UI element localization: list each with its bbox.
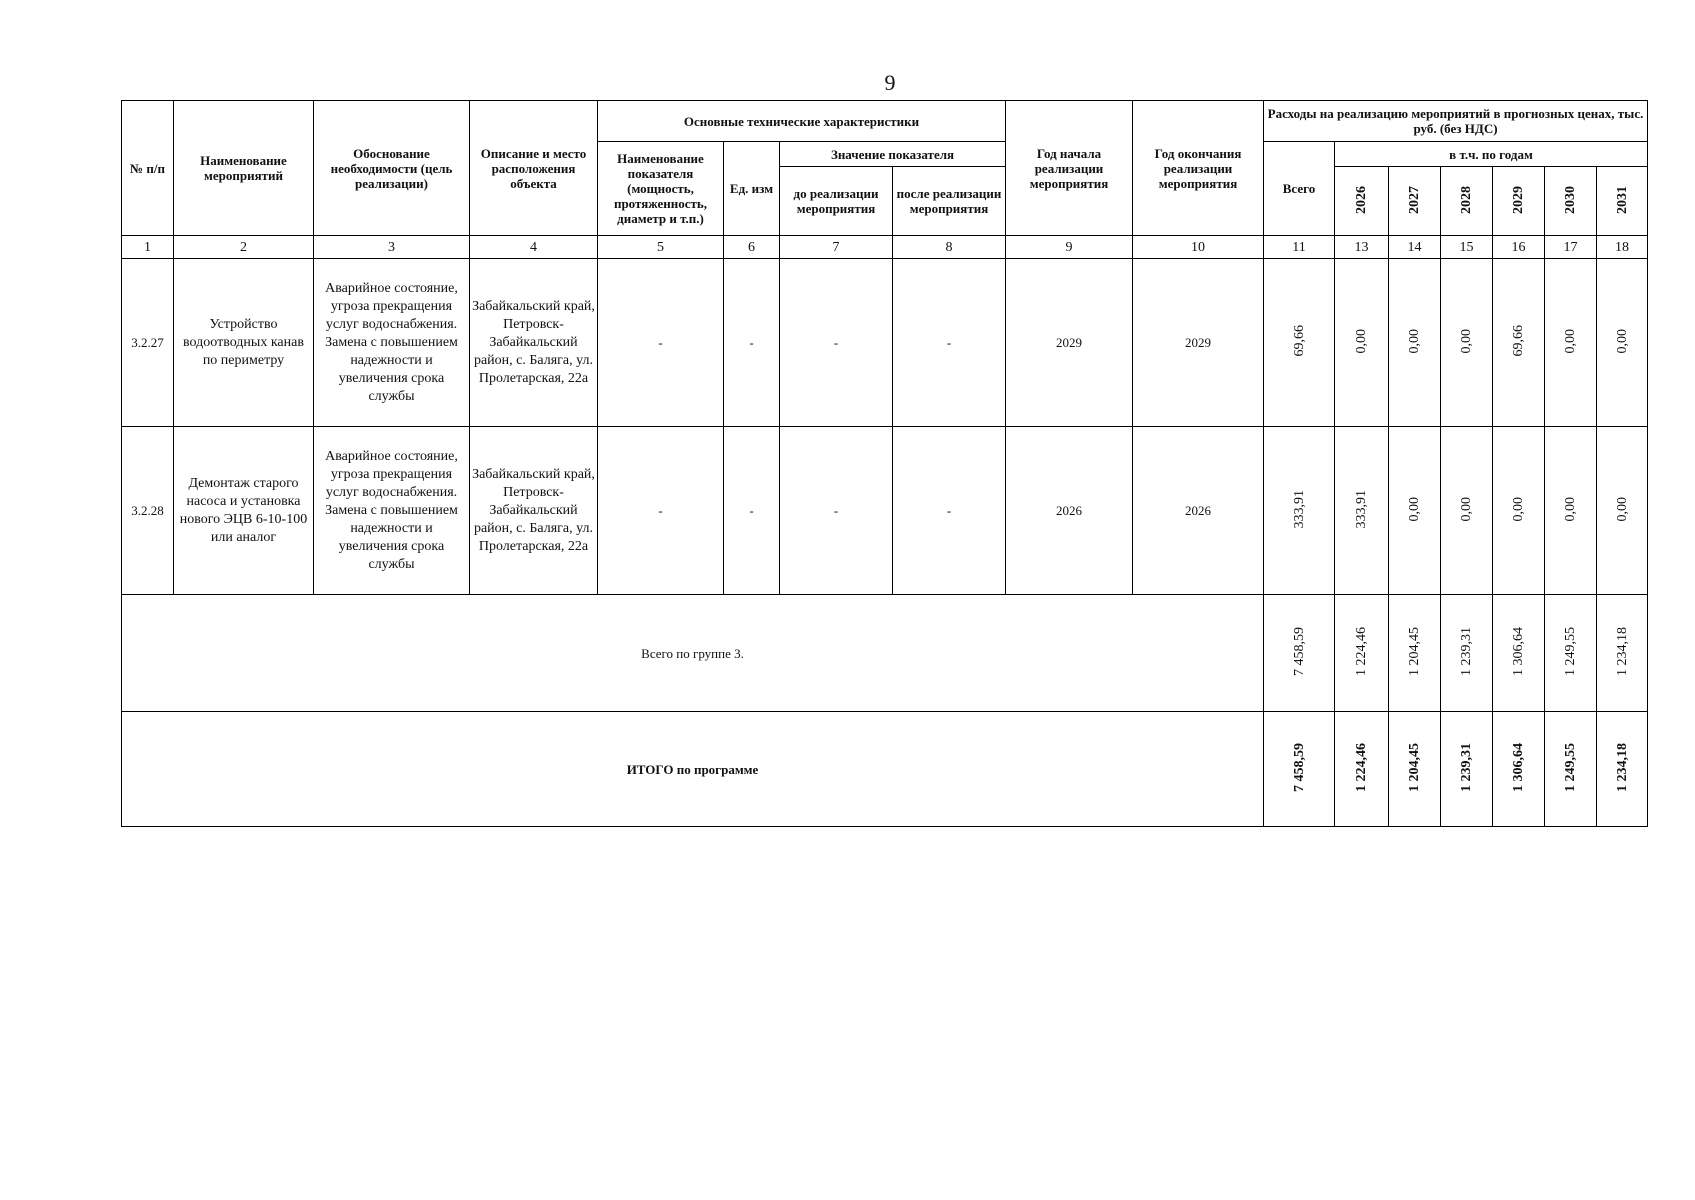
- group-total-2026: 1 224,46: [1335, 595, 1389, 712]
- row-unit: -: [724, 259, 780, 427]
- program-total-label: ИТОГО по программе: [122, 712, 1264, 827]
- column-number: 4: [470, 236, 598, 259]
- program-total-2030: 1 249,55: [1545, 712, 1597, 827]
- program-total-row: [122, 712, 1648, 827]
- program-total-2026: 1 224,46: [1335, 712, 1389, 827]
- row-year-2030: 0,00: [1545, 427, 1597, 595]
- column-number: 16: [1493, 236, 1545, 259]
- row-start-year: 2026: [1006, 427, 1133, 595]
- row-num: 3.2.27: [122, 259, 174, 427]
- row-indicator: -: [598, 427, 724, 595]
- row-before: -: [780, 427, 893, 595]
- row-year-2029: 69,66: [1493, 259, 1545, 427]
- row-year-2030: 0,00: [1545, 259, 1597, 427]
- header-tech-group: Основные технические характеристики: [598, 101, 1006, 142]
- column-number: 17: [1545, 236, 1597, 259]
- program-table: [121, 100, 1648, 827]
- group-total-2030: 1 249,55: [1545, 595, 1597, 712]
- row-year-2028: 0,00: [1441, 259, 1493, 427]
- group-total-sum: 7 458,59: [1264, 595, 1335, 712]
- row-total: 333,91: [1264, 427, 1335, 595]
- row-before: -: [780, 259, 893, 427]
- header-year-2031: 2031: [1597, 167, 1648, 236]
- page-number: 9: [884, 70, 896, 95]
- header-year-2028: 2028: [1441, 167, 1493, 236]
- header-total: Всего: [1264, 142, 1335, 236]
- header-year-2030: 2030: [1545, 167, 1597, 236]
- column-number: 6: [724, 236, 780, 259]
- column-numbers-row: [122, 236, 1648, 259]
- group-total-2031: 1 234,18: [1597, 595, 1648, 712]
- header-justification: Обоснование необходимости (цель реализации): [314, 101, 470, 236]
- header-value-group: Значение показателя: [780, 142, 1006, 167]
- table-row: [122, 427, 1648, 595]
- row-indicator: -: [598, 259, 724, 427]
- row-year-2026: 333,91: [1335, 427, 1389, 595]
- program-total-2028: 1 239,31: [1441, 712, 1493, 827]
- row-start-year: 2029: [1006, 259, 1133, 427]
- row-justification: Аварийное состояние, угроза прекращения услуг водоснабжения. Замена с повышением надежности и увеличения срока службы: [314, 427, 470, 595]
- column-number: 7: [780, 236, 893, 259]
- column-number: 1: [122, 236, 174, 259]
- column-number: 10: [1133, 236, 1264, 259]
- row-location: Забайкальский край, Петровск-Забайкальский район, с. Баляга, ул. Пролетарская, 22а: [470, 259, 598, 427]
- header-year-2029: 2029: [1493, 167, 1545, 236]
- column-number: 8: [893, 236, 1006, 259]
- header-name: Наименование мероприятий: [174, 101, 314, 236]
- program-total-2031: 1 234,18: [1597, 712, 1648, 827]
- header-num: № п/п: [122, 101, 174, 236]
- header-location: Описание и место расположения объекта: [470, 101, 598, 236]
- row-after: -: [893, 259, 1006, 427]
- program-total-2027: 1 204,45: [1389, 712, 1441, 827]
- column-number: 9: [1006, 236, 1133, 259]
- row-year-2031: 0,00: [1597, 427, 1648, 595]
- header-end-year: Год окончания реализации мероприятия: [1133, 101, 1264, 236]
- row-end-year: 2029: [1133, 259, 1264, 427]
- row-year-2027: 0,00: [1389, 259, 1441, 427]
- column-number: 18: [1597, 236, 1648, 259]
- column-number: 5: [598, 236, 724, 259]
- row-justification: Аварийное состояние, угроза прекращения услуг водоснабжения. Замена с повышением надежности и увеличения срока службы: [314, 259, 470, 427]
- group-total-2029: 1 306,64: [1493, 595, 1545, 712]
- row-num: 3.2.28: [122, 427, 174, 595]
- header-year-2027: 2027: [1389, 167, 1441, 236]
- program-total-2029: 1 306,64: [1493, 712, 1545, 827]
- table-row: [122, 259, 1648, 427]
- column-number: 3: [314, 236, 470, 259]
- row-unit: -: [724, 427, 780, 595]
- header-start-year: Год начала реализации мероприятия: [1006, 101, 1133, 236]
- column-number: 13: [1335, 236, 1389, 259]
- row-year-2029: 0,00: [1493, 427, 1545, 595]
- row-location: Забайкальский край, Петровск-Забайкальский район, с. Баляга, ул. Пролетарская, 22а: [470, 427, 598, 595]
- column-number: 11: [1264, 236, 1335, 259]
- row-year-2027: 0,00: [1389, 427, 1441, 595]
- header-by-years: в т.ч. по годам: [1335, 142, 1648, 167]
- row-name: Устройство водоотводных канав по периметру: [174, 259, 314, 427]
- program-total-sum: 7 458,59: [1264, 712, 1335, 827]
- row-total: 69,66: [1264, 259, 1335, 427]
- header-indicator-name: Наименование показателя (мощность, протяженность, диаметр и т.п.): [598, 142, 724, 236]
- column-number: 14: [1389, 236, 1441, 259]
- row-name: Демонтаж старого насоса и установка нового ЭЦВ 6-10-100 или аналог: [174, 427, 314, 595]
- header-before: до реализации мероприятия: [780, 167, 893, 236]
- group-total-2027: 1 204,45: [1389, 595, 1441, 712]
- header-unit: Ед. изм: [724, 142, 780, 236]
- row-after: -: [893, 427, 1006, 595]
- column-number: 15: [1441, 236, 1493, 259]
- row-year-2028: 0,00: [1441, 427, 1493, 595]
- group-total-row: [122, 595, 1648, 712]
- group-total-label: Всего по группе 3.: [122, 595, 1264, 712]
- group-total-2028: 1 239,31: [1441, 595, 1493, 712]
- row-end-year: 2026: [1133, 427, 1264, 595]
- row-year-2031: 0,00: [1597, 259, 1648, 427]
- header-year-2026: 2026: [1335, 167, 1389, 236]
- header-after: после реализации мероприятия: [893, 167, 1006, 236]
- header-expenses-group: Расходы на реализацию мероприятий в прогнозных ценах, тыс. руб. (без НДС): [1264, 101, 1648, 142]
- column-number: 2: [174, 236, 314, 259]
- row-year-2026: 0,00: [1335, 259, 1389, 427]
